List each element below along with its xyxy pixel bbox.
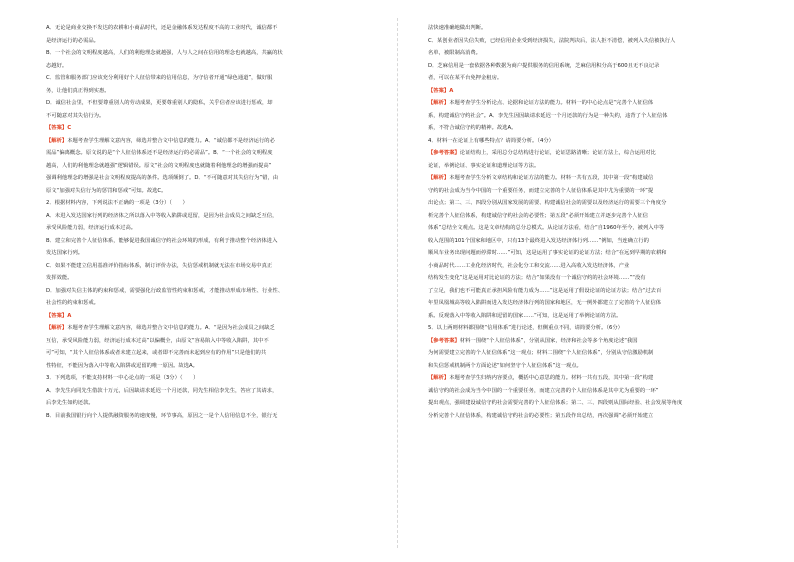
answer-label: 【答案】 [428, 87, 450, 94]
section-text: 本题考查学生分析文章结构和论证方法的能力。材料一共有五段，其中第一段“构建诚信 [449, 175, 654, 181]
text-line: 3．下列选项，不能支持材料一中心论点的一项是（3分）（ ） [46, 375, 199, 381]
text-line: 分析完善个人征信体系，构建诚信守约社会的必要性；第五段作出总结，再次强调“必须开始建立 [428, 412, 654, 419]
text-line: 为何需要建立完善的个人征信体系”这一观点；材料二围绕“个人征信体系”，分别从守信激励机制 [428, 350, 654, 356]
text-line: 是经济运行的必需品。 [46, 37, 99, 44]
text-line: C．监管和服务部门应该充分利用好个人征信带来的信用信息，为守信者开通“绿色通道”，做好服 [46, 75, 273, 81]
text-line: B．目前我国银行向个人提供融资服务的速度慢，环节事高，原因之一是个人信用信息不全，银行无 [46, 412, 278, 419]
text-line: 2．根据材料内容，下列说法不正确的一项是（3分）（ ） [46, 200, 188, 206]
answer-value: C [67, 125, 72, 131]
analysis-line [428, 97, 778, 110]
text-line: 和失信惩戒机制两个方面论述“如何坚守个人征信体系”这一观点。 [428, 362, 582, 369]
section-label: 【参考答案】 [428, 337, 460, 344]
text-line: 名单，被限制高消费。 [428, 50, 481, 56]
text-line: 后李先生如约还款。 [46, 400, 94, 406]
text-line: 可”可知，“其个人征信体系或者未建立起来，或者即不完善而未起到应有的作用”只是他们的共 [46, 350, 267, 356]
answer-value: A [449, 87, 454, 94]
text-line: 4．材料一在论证上有哪些特点？请简要分析。（4分） [428, 137, 554, 144]
left-column [46, 22, 392, 422]
answer-line [46, 122, 392, 135]
text-line: B．一个社会的文明程度越高，人们的利他理念就越强，人与人之间在信用的理念也就越高，共赢的状 [46, 50, 283, 56]
text-line: 发达国家行列。 [46, 250, 84, 256]
analysis-line [46, 135, 392, 148]
section-text: 论证结构上，采用总分总结构进行论证，论证思路清晰；论证方法上，综合运用对比 [459, 150, 656, 156]
right-column [428, 22, 778, 422]
text-line: 结构发生变化”这是运用对比论证的方法；结合“如果没有一个诚信守约的社会环境……”“没有 [428, 275, 646, 281]
text-line: 年里凤凰城高等收入陷阱而进入发达经济体行列的国家和地区，无一例外都建立了完善的个人征信体 [428, 300, 662, 306]
text-line: 强调利他理念的增强是社会文明程度提高的条件。选项颠倒了。D．“不可随意对其失信行为”错，由 [46, 175, 279, 181]
text-line: A．无论是商业交换不发达的农耕和小商品时代，还是金融体系发达程度不高的工业时代，诚信都不 [46, 25, 278, 31]
text-line: 提出观点，强调建设诚信守约社会需要完善的个人征信体系；第二、三、四段则从国际经验、社会发展等角度 [428, 400, 683, 406]
section-text: 本题考查学生理解文意内容，筛选并整合文中信息的能力。A．“诚信都不是经济运行的必 [67, 137, 275, 144]
text-line: 越高，人们的利他理念就越强”逻辑错误。原文“社会的文明程度也就随着利他理念的增强而提高” [46, 162, 272, 169]
text-line: 性特征，不能因为落入中等收入陷阱或逗留的唯一原因。故选A。 [46, 362, 198, 369]
section-text: 本题考查学生归纳内容要点，概括中心意思的能力。材料一共有五段，其中第一段“构建 [449, 375, 654, 381]
section-label: 【解析】 [428, 175, 450, 181]
text-line: 需品”偏离概念。原文说的是“个人征信体系还不是经济运行的必需品”。B．“一个社会的文明程度 [46, 150, 273, 156]
text-line: D．芝麻信用是一套依据各种数据为商户提供服务的信用系统，芝麻信用积分高于600且无不良记录 [428, 62, 660, 69]
section-label: 【解析】 [46, 325, 68, 331]
section-label: 【解析】 [46, 137, 68, 144]
text-line: 承受风险能力弱，经济运行成本过高。 [46, 225, 137, 231]
analysis-line [428, 335, 778, 348]
section-label: 【参考答案】 [428, 150, 460, 156]
section-text: 本题考查学生理解文意内容，筛选并整合文中信息的能力。A．“是因为社会成员之间缺乏 [67, 325, 275, 331]
text-line: 出论点；第二、三、四段分别从国家发展的需要、构建诚信社会的需要以及经济运行的需要三个角度分 [428, 200, 667, 206]
answer-line [46, 310, 392, 323]
text-line: A．李先生向同先生借款十万元，后因缺请求延迟一个月还款，同先生相信李先生，答应了其请求， [46, 387, 278, 394]
text-line: 系，不符合诚信守约的精神。故选A。 [428, 125, 517, 131]
section-label: 【解析】 [428, 375, 450, 381]
text-line: A．未进入发达国家行列的经济体之所以落入中等收入陷阱或逗留，是因为社会成员之间缺乏互信， [46, 212, 278, 219]
text-line: 论证，举例论证、事实论证和道理论证等方法。 [428, 162, 540, 169]
text-line: C．如果不能建立信用基准评价指标体系，制订评价办法，失信惩戒机制就无法在市场交易中真正 [46, 262, 273, 269]
text-line: 不可随意对其失信行为。 [46, 112, 105, 119]
text-line: 态越好。 [46, 62, 68, 69]
section-label: 【解析】 [428, 100, 450, 106]
text-line: 者，可以在某平台免押金租房。 [428, 75, 503, 81]
section-text: 材料一围绕“个人征信体系”，分别从国家，经济和社会等多个角度论述“我国 [459, 337, 638, 344]
text-line: 法快速准确地做出判断。 [428, 25, 487, 31]
text-line: 小商品时代……工业化经济时代，社会化分工和交流……进入高收入发达经济体，产业 [428, 262, 630, 269]
text-line: 诚信守约的社会成为当今中国的一个重要任务，而建立完善的个人征信体系是其中尤为重要的一环” [428, 387, 659, 394]
text-line: C．某创业者因失信失败，已经信用企业受到经济损失，法院判决后，法人拒不清偿，被列入失信被执行人 [428, 37, 676, 44]
text-line: 顺风车业务出现问题而停滞时……”可知，这是运用了事实论证的论证方法；结合“在远到早期的农耕和 [428, 250, 667, 256]
text-line: 5．以上两则材料都围绕“信用体系”进行论述，但侧重点不同，请简要分析。（6分） [428, 325, 623, 331]
text-line: D．加强对失信主体的约束和惩戒，需要强化行政监管性约束和惩戒，才能推动形成市场性、行业性、 [46, 287, 284, 294]
text-line: B．建立和完善个人征信体系，能够促进我国诚信守约社会环境的形成，有利于推动整个经济体进入 [46, 237, 278, 244]
text-line: 了立足，我们也不可能真正承担风险有能力成为……”这是运用了假设论证的论证方法；结合“过去百 [428, 287, 662, 294]
analysis-line [428, 372, 778, 385]
text-line: 务，让他们真正得到实惠。 [46, 87, 110, 94]
answer-value: A [67, 312, 72, 319]
text-line: 发挥效能。 [46, 275, 73, 281]
text-line: 互信，承受风险能力弱，经济运行成本过高”以偏概全，由原文“容易陷入中等收入陷阱，其中不 [46, 337, 269, 344]
answer-label: 【答案】 [46, 312, 68, 319]
text-line: 体系”总结全文观点。这是文章结构的总分总模式。从论证方法看，结合“自1960年至今，被列入中等 [428, 225, 665, 231]
section-text: 本题考查学生分析论点、论据和论证方法的能力。材料一的中心论点是“完善个人征信体 [449, 100, 654, 106]
text-line: 守约的社会成为当今中国的一个重要任务，而建立完善的个人征信体系是其中尤为重要的一环”提 [428, 187, 654, 194]
answer-label: 【答案】 [46, 125, 68, 131]
text-line: 系，构建诚信守约社会”。A．李先生因因缺请求延迟一个月还款的行为是一种失约，违背了个人征信体 [428, 112, 668, 119]
text-line: 社会性的约束和惩戒。 [46, 300, 99, 306]
text-line: 原文“加强对失信行为的惩罚和惩戒”可知。故选C。 [46, 187, 167, 194]
text-line: 系。反观落入中等收入陷阱和逗留的国家……”可知，这是运用了举例论证的方法。 [428, 312, 622, 319]
analysis-line [46, 322, 392, 335]
column-divider [397, 18, 398, 548]
analysis-line [428, 147, 778, 160]
text-line: D．诚信社会里，不但要尊重别人的劳动成果，更要尊重别人的隐私，关乎信者应该进行惩戒，却 [46, 100, 273, 106]
text-line: 析完善个人征信体系，构建诚信守约社会的必要性；第五段“必须开始建立并逐步完善个人征信 [428, 212, 648, 219]
answer-line [428, 85, 778, 98]
text-line: 收入范围的101个国家和地区中，只有13个最终进入发达经济体行列……”例如，当连确立行的 [428, 237, 649, 244]
analysis-line [428, 172, 778, 185]
